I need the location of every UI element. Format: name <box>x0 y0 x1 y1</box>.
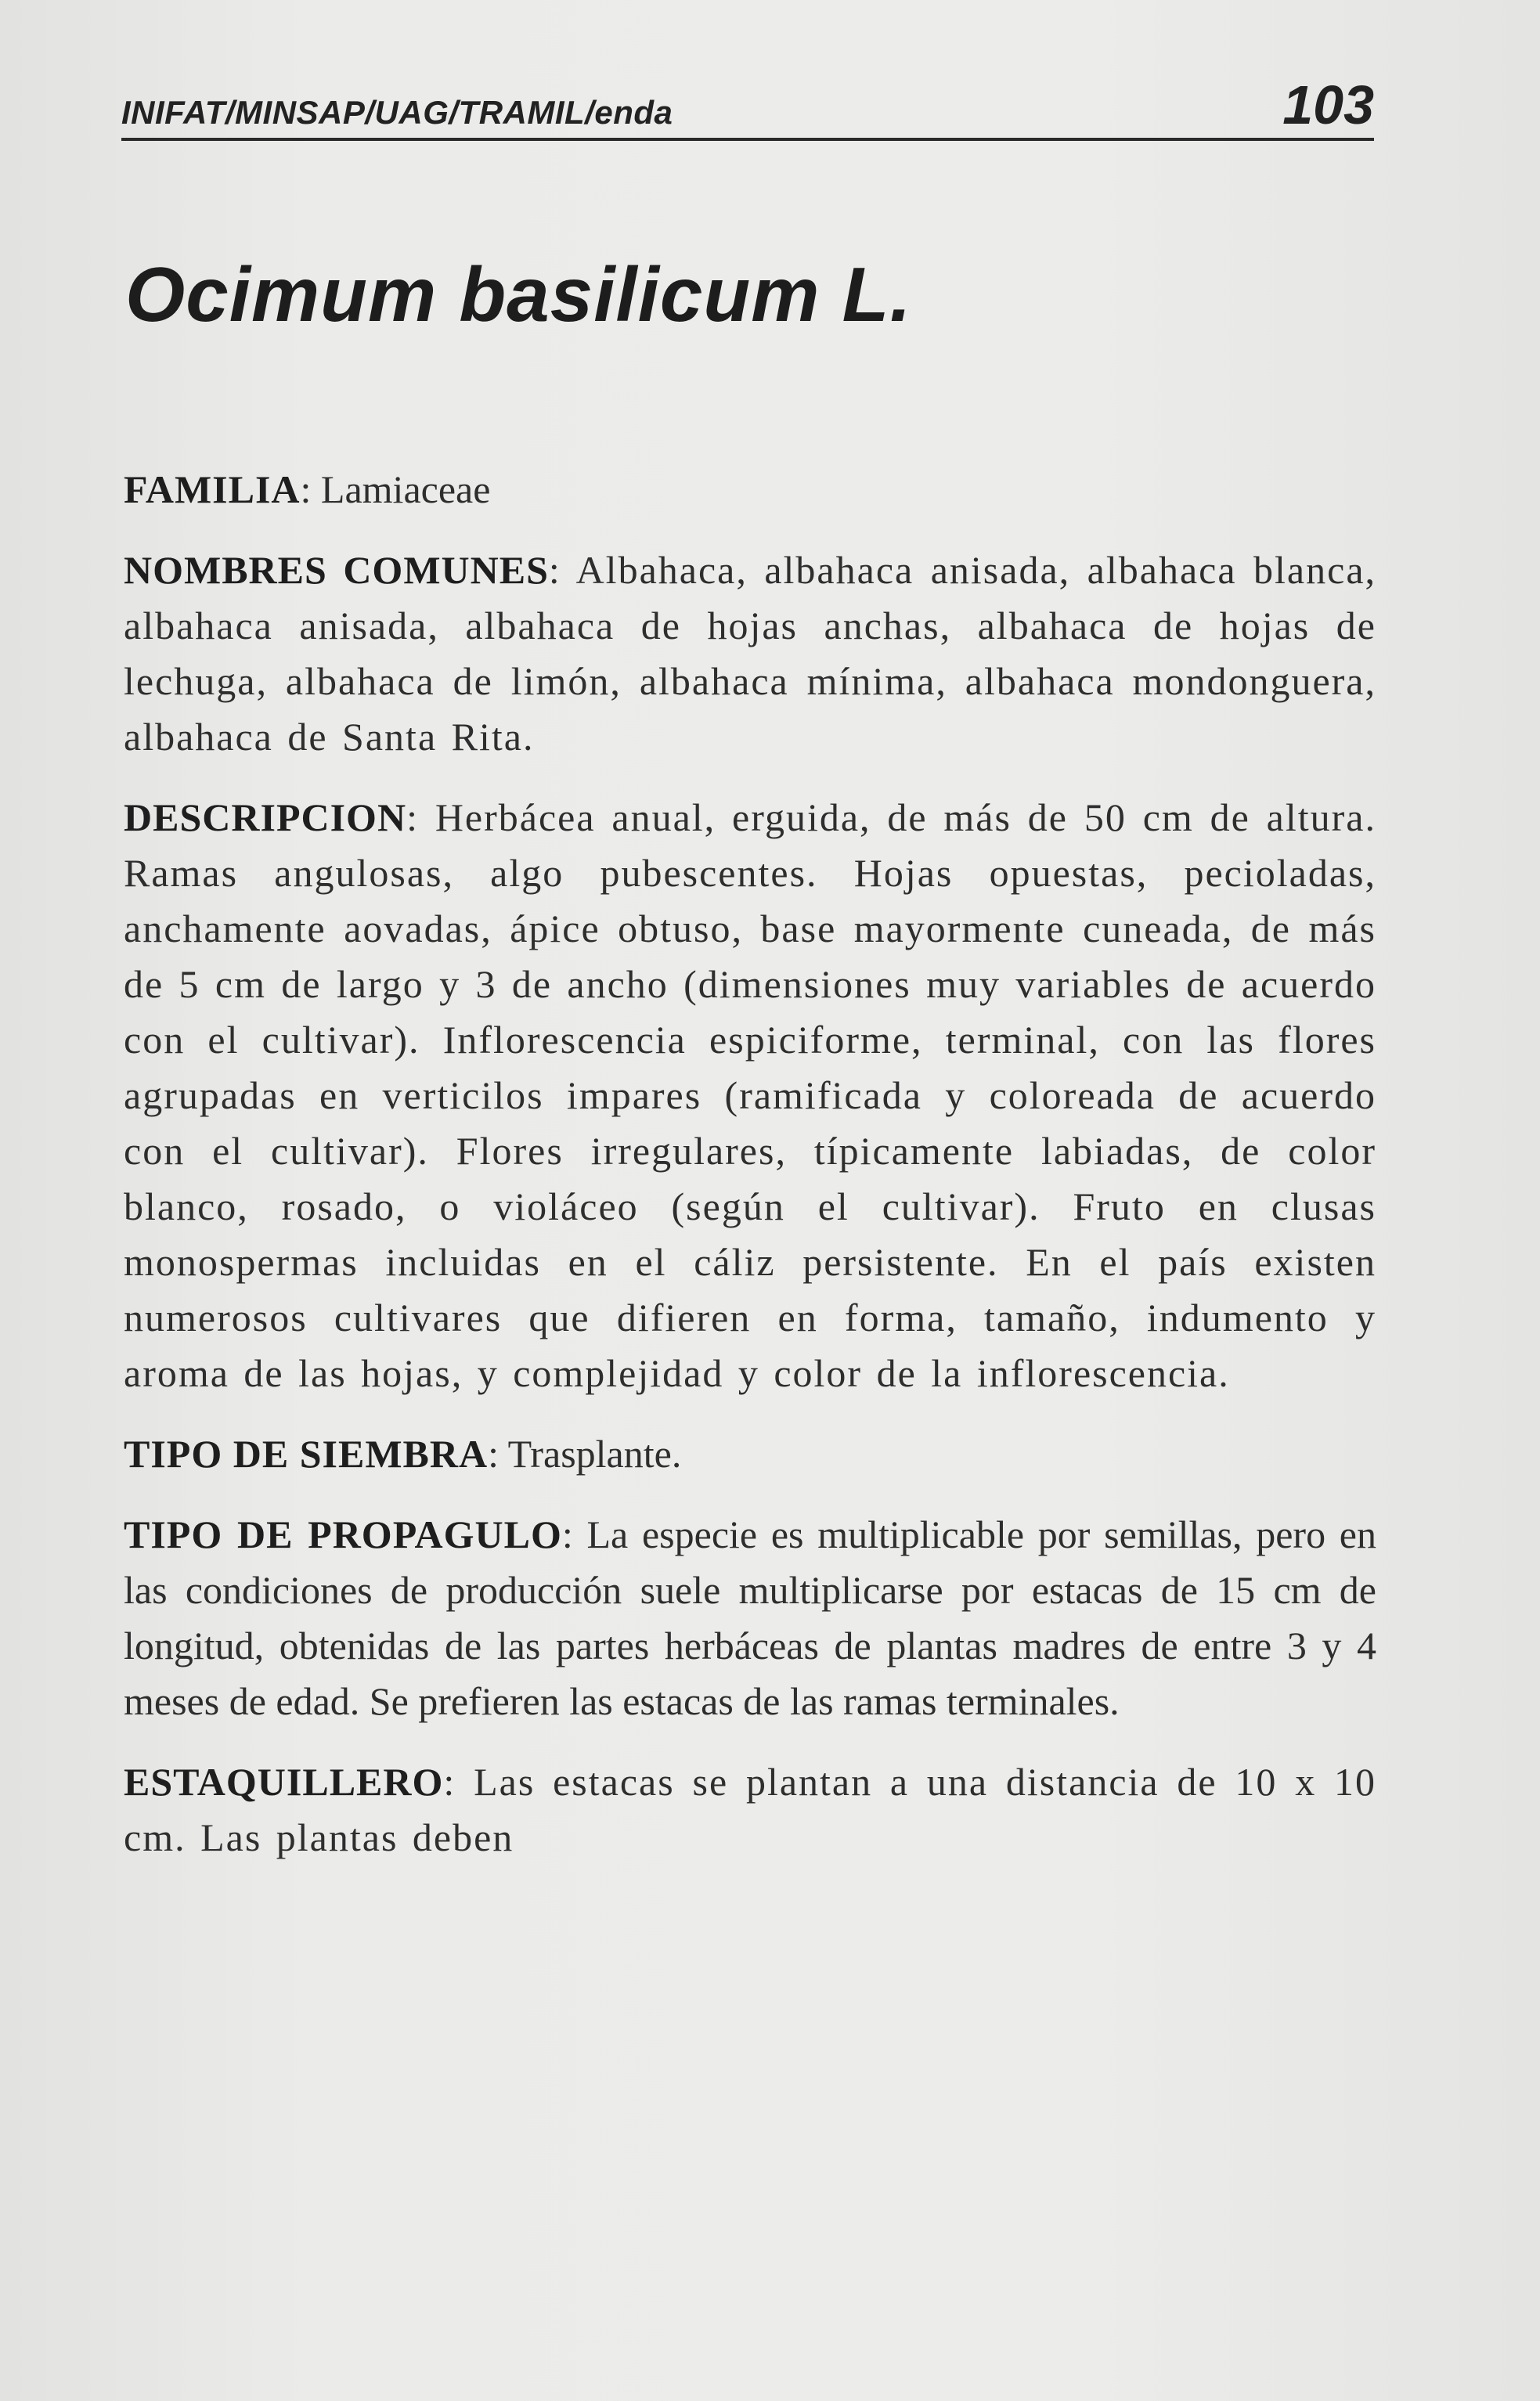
page-number: 103 <box>1282 74 1374 135</box>
section-tipo-siembra: TIPO DE SIEMBRA: Trasplante. <box>124 1432 682 1476</box>
section-label: TIPO DE SIEMBRA <box>124 1432 489 1476</box>
section-label: FAMILIA <box>124 467 301 511</box>
section-text: Las estacas se plantan a una distancia de 10 x 10 cm. Las plantas deben <box>124 1760 1376 1859</box>
section-estaquillero: ESTAQUILLERO: Las estacas se plantan a una distancia de 10 x 10 cm. Las plantas deben <box>124 1760 1376 1859</box>
section-text: Trasplante. <box>507 1432 682 1476</box>
section-label: DESCRIPCION <box>124 795 407 839</box>
section-label: NOMBRES COMUNES <box>124 548 549 592</box>
page-header <box>121 72 1374 142</box>
section-tipo-propagulo: TIPO DE PROPAGULO: La especie es multiplicable por semillas, pero en las condiciones de producción suele multiplicarse por estacas de 15 cm de longitud, obtenidas de las partes herbáceas de plantas madres de entre 3 y 4 meses de edad. Se prefieren las estacas de las ramas terminales. <box>124 1512 1376 1723</box>
section-text: La especie es multiplicable por semillas, pero en las condiciones de producción suele multiplicarse por estacas de 15 cm de longitud, obtenidas de las partes herbáceas de plantas madres de entre 3 y 4 meses de edad. Se prefieren las estacas de las ramas terminales. <box>124 1512 1376 1723</box>
section-label: TIPO DE PROPAGULO <box>124 1512 562 1556</box>
header-rule <box>121 138 1374 141</box>
running-title: INIFAT/MINSAP/UAG/TRAMIL/enda <box>121 94 673 131</box>
section-text: Lamiaceae <box>320 467 491 511</box>
section-familia: FAMILIA: Lamiaceae <box>124 467 491 511</box>
section-nombres-comunes: NOMBRES COMUNES: Albahaca, albahaca anisada, albahaca blanca, albahaca anisada, albahaca de hojas anchas, albahaca de hojas de lechuga, albahaca de limón, albahaca mínima, albahaca mondonguera, albahaca de Santa Rita. <box>124 548 1377 759</box>
section-label: ESTAQUILLERO <box>124 1760 444 1804</box>
page-content <box>124 462 1376 1891</box>
section-text: Albahaca, albahaca anisada, albahaca blanca, albahaca anisada, albahaca de hojas anchas, albahaca de hojas de lechuga, albahaca de limón, albahaca mínima, albahaca mondonguera, albahaca de Santa Rita. <box>124 548 1377 759</box>
section-text: Herbácea anual, erguida, de más de 50 cm de altura. Ramas angulosas, algo pubescentes. Hojas opuestas, pecioladas, anchamente aovadas, ápice obtuso, base mayormente cuneada, de más de 5 cm de largo y 3 de ancho (dimensiones muy variables de acuerdo con el cultivar). Inflorescencia espiciforme, terminal, con las flores agrupadas en verticilos impares (ramificada y coloreada de acuerdo con el cultivar). Flores irregulares, típicamente labiadas, de color blanco, rosado, o violáceo (según el cultivar). Fruto en clusas monospermas incluidas en el cáliz persistente. En el país existen numerosos cultivares que difieren en forma, tamaño, indumento y aroma de las hojas, y complejidad y color de la inflorescencia. <box>124 795 1376 1395</box>
species-title: Ocimum basilicum L. <box>125 251 912 337</box>
section-descripcion: DESCRIPCION: Herbácea anual, erguida, de más de 50 cm de altura. Ramas angulosas, algo pubescentes. Hojas opuestas, pecioladas, anchamente aovadas, ápice obtuso, base mayormente cuneada, de más de 5 cm de largo y 3 de ancho (dimensiones muy variables de acuerdo con el cultivar). Inflorescencia espiciforme, terminal, con las flores agrupadas en verticilos impares (ramificada y coloreada de acuerdo con el cultivar). Flores irregulares, típicamente labiadas, de color blanco, rosado, o violáceo (según el cultivar). Fruto en clusas monospermas incluidas en el cáliz persistente. En el país existen numerosos cultivares que difieren en forma, tamaño, indumento y aroma de las hojas, y complejidad y color de la inflorescencia. <box>124 795 1376 1395</box>
